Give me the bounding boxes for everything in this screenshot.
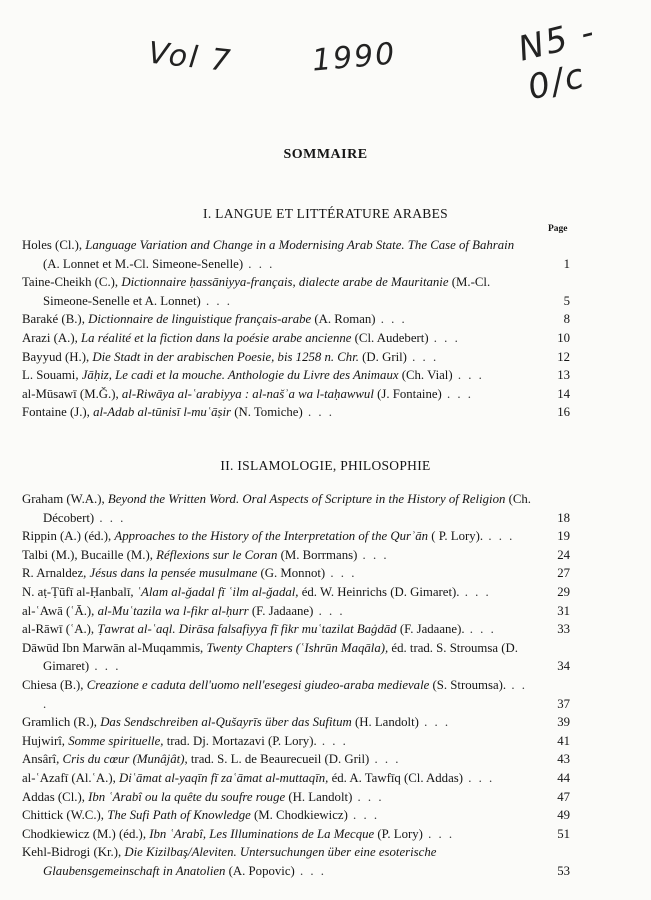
handwritten-volume-note: Vol 7 (146, 35, 234, 80)
entry-author: Addas (Cl.), (22, 789, 85, 804)
entry-reviewer: éd. W. Heinrichs (D. Gimaret). (301, 584, 460, 599)
toc-entry (22, 329, 570, 348)
leader-dots: . . . (347, 808, 380, 823)
entry-reviewer: éd. A. Tawfīq (Cl. Addas) (331, 770, 464, 785)
entry-page-number: 5 (563, 293, 570, 308)
entry-reviewer: trad. Dj. Mortazavi (P. Lory). (166, 733, 317, 748)
toc-entry-text (22, 329, 570, 348)
entry-page-number: 37 (557, 696, 570, 711)
toc-entry-text (22, 385, 570, 404)
section-list-islamologie (22, 490, 570, 880)
toc-entry-text (22, 527, 570, 546)
entry-reviewer: (H. Landolt) (288, 789, 353, 804)
entry-reviewer: (Ch. Vial) (401, 368, 453, 383)
entry-work-title: Dictionnaire ḥassāniyya-français, dialecte arabe de Mauritanie (121, 275, 449, 290)
leader-dots: . . . (357, 547, 389, 562)
entry-author: L. Souami, (22, 368, 79, 383)
entry-author: Chodkiewicz (M.) (éd.), (22, 826, 147, 841)
entry-work-title: Approaches to the History of the Interpretation of the Qurʾān (114, 529, 429, 544)
entry-reviewer: (F. Jadaane). (399, 622, 465, 637)
toc-entry-text (22, 310, 570, 329)
entry-author: al-ʿAzafī (Al.ʿA.), (22, 770, 116, 785)
toc-entry (22, 825, 570, 844)
entry-reviewer: (G. Monnot) (260, 566, 326, 581)
entry-page-number: 44 (557, 770, 570, 785)
entry-page-number: 29 (557, 584, 570, 599)
leader-dots: . . . (294, 863, 326, 878)
entry-page-number: 14 (557, 386, 570, 401)
toc-entry-text (22, 403, 570, 422)
toc-entry (22, 527, 570, 546)
toc-entry (22, 310, 570, 329)
entry-reviewer: (D. Gril) (362, 349, 407, 364)
entry-page-number: 31 (557, 603, 570, 618)
entry-work-title: Dictionnaire de linguistique français-arabe (88, 312, 312, 327)
toc-entry-text (22, 236, 570, 273)
page-title: SOMMAIRE (283, 147, 368, 162)
entry-work-title: ʿAlam al-ǧadal fī ʿilm al-ǧadal, (136, 584, 299, 599)
entry-page-number: 41 (557, 733, 570, 748)
section-list-langue (22, 236, 570, 422)
entry-author: Chittick (W.C.), (22, 808, 104, 823)
toc-entry (22, 546, 570, 565)
toc-entry (22, 564, 570, 583)
entry-work-title: al-Muʿtazila wa l-fikr al-ḥurr (97, 603, 249, 618)
toc-entry-text (22, 564, 570, 583)
entry-reviewer: (J. Fontaine) (377, 386, 442, 401)
leader-dots: . . . (352, 789, 384, 804)
leader-dots: . . . (43, 677, 527, 711)
entry-reviewer: (S. Stroumsa). (432, 677, 507, 692)
entry-page-number: 47 (557, 789, 570, 804)
entry-work-title: The Sufi Path of Knowledge (107, 808, 251, 823)
toc-entry (22, 403, 570, 422)
entry-work-title: Diʿāmat al-yaqīn fī zaʿāmat al-muttaqīn, (119, 770, 329, 785)
entry-author: Arazi (A.), (22, 330, 78, 345)
entry-author: Kehl-Bidrogi (Kr.), (22, 845, 122, 860)
entry-reviewer: ( P. Lory). (431, 529, 484, 544)
entry-work-title: Réflexions sur le Coran (156, 547, 278, 562)
entry-page-number: 1 (563, 256, 570, 271)
toc-entry-text (22, 806, 570, 825)
toc-entry-text (22, 490, 570, 527)
entry-page-number: 49 (557, 808, 570, 823)
leader-dots: . . . (94, 510, 126, 525)
page-column-label: Page (548, 224, 568, 234)
entry-author: Gramlich (R.), (22, 715, 97, 730)
entry-reviewer: (A. Roman) (314, 312, 376, 327)
toc-entry (22, 620, 570, 639)
toc-entry (22, 732, 570, 751)
toc-entry-text (22, 546, 570, 565)
entry-author: Fontaine (J.), (22, 405, 90, 420)
entry-page-number: 24 (557, 547, 570, 562)
entry-page-number: 27 (557, 566, 570, 581)
toc-entry-text (22, 750, 570, 769)
toc-entry (22, 348, 570, 367)
entry-reviewer: (F. Jadaane) (251, 603, 314, 618)
toc-entry (22, 366, 570, 385)
entry-author: Baraké (B.), (22, 312, 85, 327)
entry-author: Chiesa (B.), (22, 677, 84, 692)
entry-page-number: 16 (557, 405, 570, 420)
section-heading-langue: I. LANGUE ET LITTÉRATURE ARABES (203, 206, 448, 221)
entry-work-title: Twenty Chapters (ʿIshrūn Maqāla), (206, 640, 389, 655)
toc-entry-text (22, 732, 570, 751)
entry-author: Rippin (A.) (éd.), (22, 529, 112, 544)
entry-reviewer: (A. Lonnet et M.-Cl. Simeone-Senelle) (43, 256, 244, 271)
entry-page-number: 34 (557, 659, 570, 674)
leader-dots: . . . (302, 405, 334, 420)
handwritten-year-note: 1990 (310, 36, 398, 79)
leader-dots: . . . (464, 622, 496, 637)
leader-dots: . . . (243, 256, 275, 271)
toc-entry (22, 639, 570, 676)
entry-reviewer: (H. Landolt) (354, 715, 419, 730)
toc-entry-text (22, 348, 570, 367)
toc-entry-text (22, 366, 570, 385)
toc-entry-text (22, 639, 570, 676)
entry-reviewer: (M.-Cl. Simeone-Senelle et A. Lonnet) (43, 275, 491, 308)
leader-dots: . . . (418, 715, 451, 730)
toc-entry (22, 602, 570, 621)
entry-author: N. aṭ-Ṭūfī al-Ḥanbalī, (22, 584, 134, 599)
toc-entry (22, 843, 570, 880)
entry-work-title: Ṭawrat al-ʿaql. Dirāsa falsafiyya fī fikr muʿtazilat Baġdād (97, 622, 397, 637)
section-heading-islamologie: II. ISLAMOLOGIE, PHILOSOPHIE (220, 458, 431, 473)
entry-reviewer: (Ch. Décobert) (43, 492, 531, 525)
entry-work-title: al-Adab al-tūnisī l-muʿāṣir (93, 405, 232, 420)
toc-entry-text (22, 788, 570, 807)
toc-entry-text (22, 602, 570, 621)
entry-page-number: 18 (557, 510, 570, 525)
leader-dots: . . . (483, 529, 515, 544)
toc-entry (22, 676, 570, 713)
entry-reviewer: (P. Lory) (377, 826, 423, 841)
entry-page-number: 10 (557, 330, 570, 345)
leader-dots: . . . (406, 349, 439, 364)
leader-dots: . . . (463, 770, 495, 785)
entry-work-title: Die Stadt in der arabischen Poesie, bis 1258 n. Chr. (92, 349, 359, 364)
leader-dots: . . . (459, 584, 491, 599)
entry-page-number: 8 (563, 312, 570, 327)
entry-work-title: Somme spirituelle, (68, 733, 164, 748)
entry-work-title: Ibn ʿArabî ou la quête du soufre rouge (88, 789, 286, 804)
entry-work-title: al-Riwāya al-ʿarabiyya : al-našʾa wa l-taḥawwul (121, 386, 374, 401)
leader-dots: . . . (428, 330, 460, 345)
entry-work-title: Creazione e caduta dell'uomo nell'esegesi giudeo-araba medievale (86, 677, 430, 692)
toc-entry-text (22, 825, 570, 844)
entry-author: Bayyud (H.), (22, 349, 90, 364)
entry-author: R. Arnaldez, (22, 566, 87, 581)
leader-dots: . . . (89, 659, 121, 674)
toc-entry (22, 385, 570, 404)
toc-entry (22, 490, 570, 527)
entry-work-title: Beyond the Written Word. Oral Aspects of Scripture in the History of Religion (107, 492, 506, 506)
entry-work-title: Language Variation and Change in a Modernising Arab State. The Case of Bahrain (85, 238, 515, 252)
leader-dots: . . . (375, 312, 407, 327)
entry-author: Ansârî, (22, 752, 60, 767)
toc-entry-text (22, 769, 570, 788)
toc-entry (22, 583, 570, 602)
entry-work-title: Jāḥiz, Le cadi et la mouche. Anthologie du Livre des Animaux (81, 368, 399, 383)
leader-dots: . . . (422, 826, 455, 841)
toc-entry-text (22, 676, 570, 713)
entry-work-title: La réalité et la fiction dans la poésie arabe ancienne (80, 330, 352, 345)
handwritten-reference-note: N5 - 0/c (514, 11, 600, 109)
entry-work-title: Cris du cœur (Munâjât), (62, 752, 188, 767)
entry-work-title: Jésus dans la pensée musulmane (89, 566, 258, 581)
entry-reviewer: (M. Borrmans) (280, 547, 358, 562)
toc-entry (22, 788, 570, 807)
entry-page-number: 13 (557, 368, 570, 383)
toc-entry-text (22, 713, 570, 732)
entry-page-number: 12 (557, 349, 570, 364)
entry-page-number: 53 (557, 863, 570, 878)
entry-reviewer: éd. trad. S. Stroumsa (D. Gimaret) (43, 640, 518, 674)
toc-entry-text (22, 583, 570, 602)
entry-author: Hujwirî, (22, 733, 66, 748)
toc-entry (22, 713, 570, 732)
leader-dots: . . . (441, 386, 473, 401)
entry-author: Holes (Cl.), (22, 238, 83, 252)
leader-dots: . . . (200, 293, 232, 308)
entry-page-number: 43 (557, 752, 570, 767)
toc-entry (22, 769, 570, 788)
entry-work-title: Die Kizilbaş/Aleviten. Untersuchungen über eine esoterische Glaubensgemeinschaft in Anatolien (43, 845, 437, 878)
entry-reviewer: (Cl. Audebert) (354, 330, 429, 345)
toc-entry-text (22, 273, 570, 310)
leader-dots: . . . (313, 603, 345, 618)
entry-reviewer: (A. Popovic) (228, 863, 295, 878)
toc-entry (22, 750, 570, 769)
entry-author: Talbi (M.), Bucaille (M.), (22, 547, 153, 562)
entry-work-title: Das Sendschreiben al-Qušayrīs über das Sufitum (100, 715, 352, 730)
leader-dots: . . . (452, 368, 484, 383)
entry-author: al-Mūsawī (M.Ǧ.), (22, 386, 119, 401)
entry-author: Dāwūd Ibn Marwān al-Muqammis, (22, 640, 204, 655)
entry-page-number: 19 (557, 529, 570, 544)
entry-author: al-ʿAwā (ʿĀ.), (22, 603, 95, 618)
entry-reviewer: (N. Tomiche) (234, 405, 303, 420)
toc-entry (22, 806, 570, 825)
leader-dots: . . . (369, 752, 401, 767)
entry-reviewer: trad. S. L. de Beaurecueil (D. Gril) (190, 752, 370, 767)
leader-dots: . . . (316, 733, 348, 748)
toc-entry-text (22, 843, 570, 880)
entry-page-number: 39 (557, 715, 570, 730)
toc-entry-text (22, 620, 570, 639)
entry-author: Graham (W.A.), (22, 492, 105, 506)
entry-reviewer: (M. Chodkiewicz) (254, 808, 348, 823)
entry-work-title: Ibn ʿArabî, Les Illuminations de La Mecque (149, 826, 375, 841)
entry-page-number: 51 (557, 826, 570, 841)
toc-entry (22, 236, 570, 273)
entry-page-number: 33 (557, 622, 570, 637)
entry-author: al-Rāwī (ʿA.), (22, 622, 95, 637)
entry-author: Taine-Cheikh (C.), (22, 275, 119, 290)
toc-entry (22, 273, 570, 310)
leader-dots: . . . (325, 566, 357, 581)
